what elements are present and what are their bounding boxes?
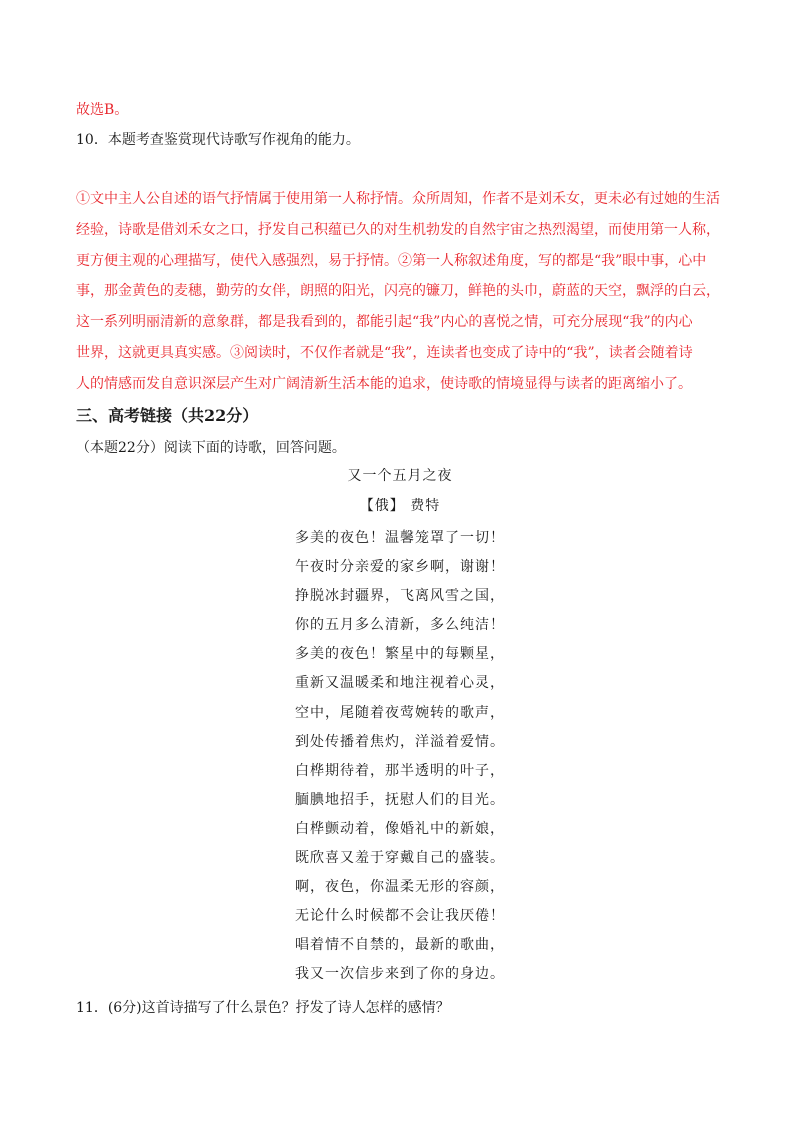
poem-line: 啊，夜色，你温柔无形的容颜， bbox=[295, 879, 505, 896]
poem-line: 白桦期待着，那半透明的叶子， bbox=[295, 762, 505, 779]
poem-line: 唱着情不自禁的，最新的歌曲， bbox=[295, 937, 505, 954]
poem-line: 无论什么时候都不会让我厌倦！ bbox=[295, 908, 505, 925]
answer-line: 这一系列明丽清新的意象群，都是我看到的，都能引起“我”内心的喜悦之情，可充分展现“我”的内心 bbox=[76, 314, 693, 331]
poem-line: 挣脱冰封疆界，飞离风雪之国， bbox=[295, 588, 505, 605]
poem-line: 多美的夜色！繁星中的每颗星， bbox=[295, 646, 505, 663]
poem-author: 【俄】 费特 bbox=[359, 498, 441, 514]
poem-line: 空中，尾随着夜莺婉转的歌声， bbox=[295, 704, 505, 721]
previous-answer-conclusion: 故选B。 bbox=[76, 102, 129, 118]
question-11: 11．(6分)这首诗描写了什么景色？抒发了诗人怎样的感情？ bbox=[76, 1000, 450, 1016]
poem-line: 既欣喜又羞于穿戴自己的盛装。 bbox=[295, 850, 505, 867]
poem-line: 你的五月多么清新，多么纯洁！ bbox=[295, 617, 505, 634]
answer-line: 更方便主观的心理描写，使代入感强烈，易于抒情。②第一人称叙述角度，写的都是“我”眼中事，心中 bbox=[76, 252, 707, 269]
poem-line: 我又一次信步来到了你的身边。 bbox=[295, 966, 505, 983]
section-intro: （本题22分）阅读下面的诗歌，回答问题。 bbox=[76, 440, 346, 456]
answer-line: 事，那金黄色的麦穗，勤劳的女伴，朗照的阳光，闪亮的镰刀，鲜艳的头巾，蔚蓝的天空，飘浮的白云， bbox=[76, 283, 720, 300]
poem-line: 多美的夜色！温馨笼罩了一切！ bbox=[295, 530, 505, 546]
question-10-answer bbox=[76, 184, 726, 400]
poem-body bbox=[0, 524, 800, 990]
answer-line: ①文中主人公自述的语气抒情属于使用第一人称抒情。众所周知，作者不是刘禾女，更未必有过她的生活 bbox=[76, 191, 720, 207]
poem-title: 又一个五月之夜 bbox=[347, 468, 453, 484]
answer-line: 人的情感而发自意识深层产生对广阔清新生活本能的追求，使诗歌的情境显得与读者的距离缩小了。 bbox=[76, 375, 692, 392]
poem-line: 白桦颤动着，像婚礼中的新娘， bbox=[295, 820, 505, 837]
poem-line: 午夜时分亲爱的家乡啊，谢谢！ bbox=[295, 559, 505, 576]
question-10-heading: 10．本题考查鉴赏现代诗歌写作视角的能力。 bbox=[76, 132, 360, 148]
answer-line: 经验，诗歌是借刘禾女之口，抒发自己积蕴已久的对生机勃发的自然宇宙之热烈渴望，而使用第一人称， bbox=[76, 221, 720, 238]
section-title: 三、高考链接（共22分） bbox=[76, 406, 259, 425]
poem-line: 重新又温暖柔和地注视着心灵， bbox=[295, 675, 505, 692]
answer-line: 世界，这就更具真实感。③阅读时，不仅作者就是“我”，连读者也变成了诗中的“我”，读者会随着诗 bbox=[76, 344, 693, 361]
poem-line: 到处传播着焦灼，洋溢着爱情。 bbox=[295, 733, 505, 750]
poem-line: 腼腆地招手，抚慰人们的目光。 bbox=[295, 791, 505, 808]
